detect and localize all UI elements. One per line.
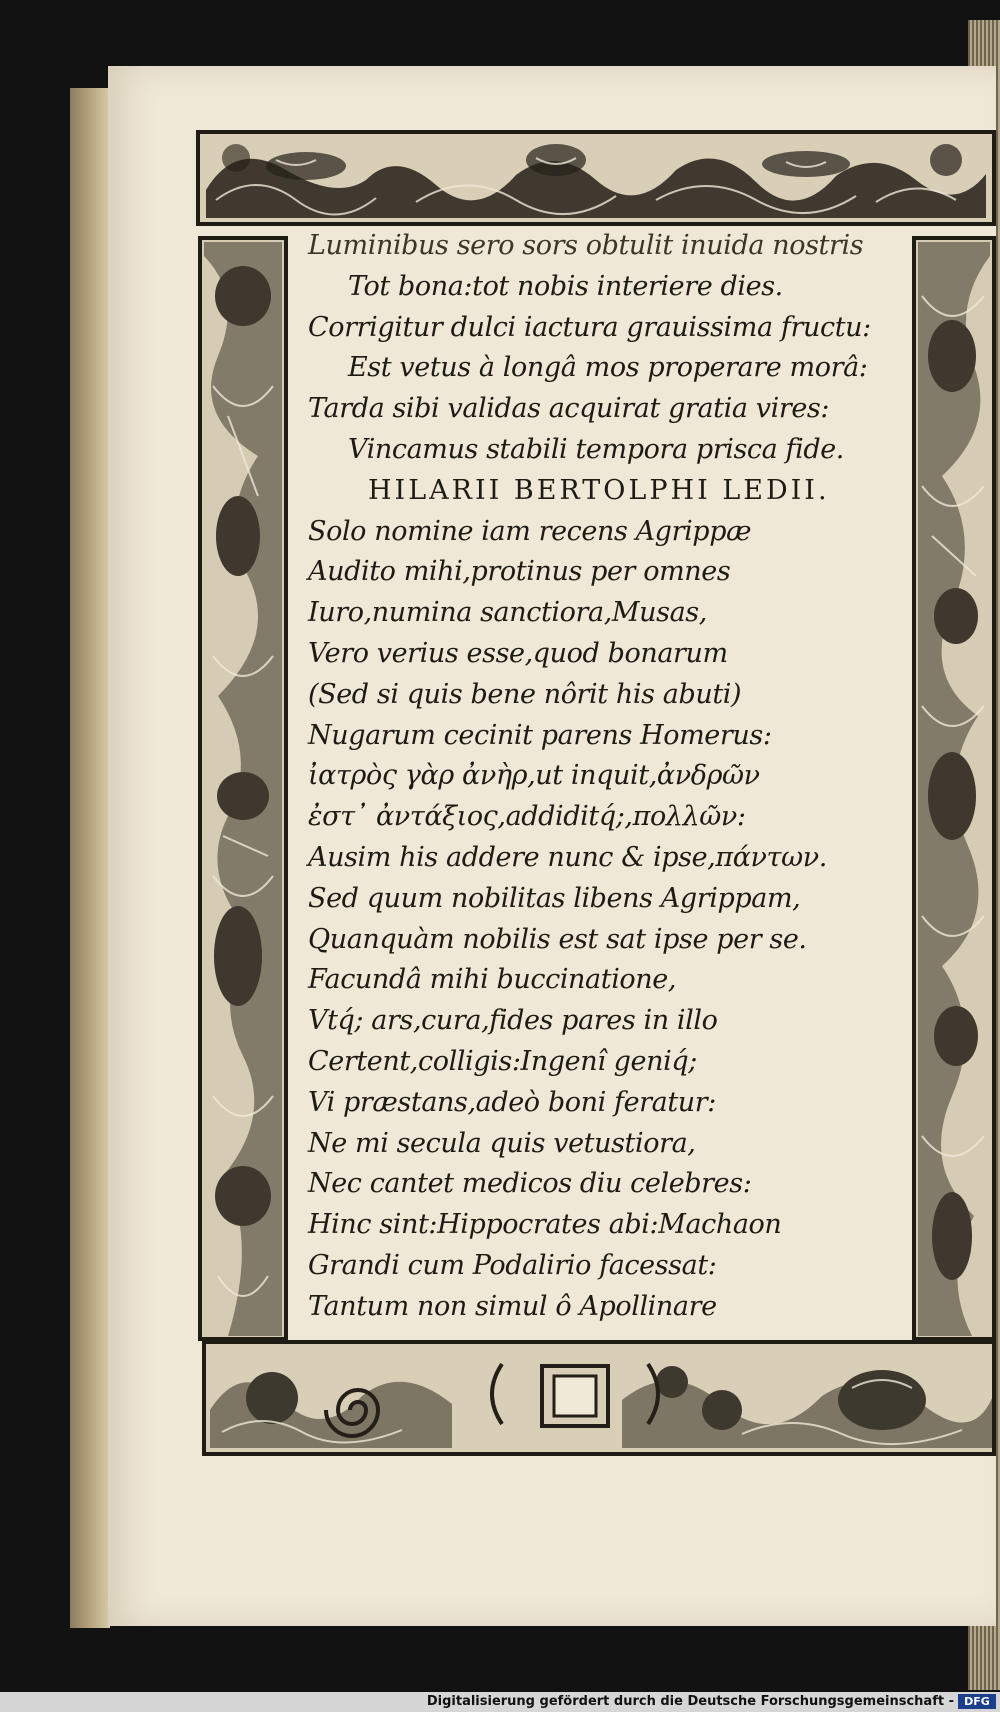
poem-line: ἰατρὸς γὰρ ἀνὴρ,ut inquit,ἀνδρῶν bbox=[308, 760, 760, 792]
woodcut-border-left bbox=[198, 236, 288, 1341]
poem-line: Tarda sibi validas acquirat gratia vires: bbox=[308, 393, 830, 425]
poem-line: Sed quum nobilitas libens Agrippam, bbox=[308, 882, 801, 914]
poem-line: ἐστ᾽ ἀντάξιος,addiditq́;,πολλῶν: bbox=[308, 801, 746, 833]
poem-line: Iuro,numina sanctiora,Musas, bbox=[308, 597, 707, 629]
poem-line: Vi præstans,adeò boni feratur: bbox=[308, 1086, 717, 1118]
funding-credit: Digitalisierung gefördert durch die Deutsche Forschungsgemeinschaft - bbox=[426, 1694, 954, 1709]
woodcut-border-bottom bbox=[202, 1340, 996, 1456]
poem-line: Corrigitur dulci iactura grauissima fructu: bbox=[308, 311, 871, 343]
poem-text bbox=[308, 228, 908, 1338]
poem-line: Grandi cum Podalirio facessat: bbox=[308, 1250, 717, 1281]
poem-heading: HILARII BERTOLPHI LEDII. bbox=[368, 474, 830, 506]
poem-line: Tantum non simul ô Apollinare bbox=[308, 1290, 717, 1322]
poem-line: Solo nomine iam recens Agrippæ bbox=[308, 515, 752, 547]
poem-line: Nugarum cecinit parens Homerus: bbox=[308, 719, 772, 751]
poem-line: Ausim his addere nunc & ipse,πάντων. bbox=[308, 842, 827, 873]
woodcut-border-top bbox=[196, 130, 996, 226]
dfg-logo: DFG bbox=[958, 1694, 996, 1709]
poem-line: (Sed si quis bene nôrit his abuti) bbox=[308, 678, 742, 710]
poem-line: Vero verius esse,quod bonarum bbox=[308, 638, 728, 669]
poem-line: Audito mihi,protinus per omnes bbox=[308, 556, 731, 588]
woodcut-border-right bbox=[912, 236, 996, 1341]
poem-line: Tot bona:tot nobis interiere dies. bbox=[348, 270, 783, 302]
poem-line: Vtq́; ars,cura,fides pares in illo bbox=[308, 1005, 718, 1037]
poem-line: Est vetus à longâ mos properare morâ: bbox=[348, 352, 868, 384]
poem-line: Luminibus sero sors obtulit inuida nostris bbox=[308, 230, 864, 261]
poem-line: Ne mi secula quis vetustiora, bbox=[308, 1127, 696, 1159]
poem-line: Certent,colligis:Ingenî geniq́; bbox=[308, 1046, 697, 1077]
poem-line: Facundâ mihi buccinatione, bbox=[308, 964, 677, 996]
poem-line: Vincamus stabili tempora prisca fide. bbox=[348, 434, 844, 465]
poem-line: Hinc sint:Hippocrates abi:Machaon bbox=[308, 1209, 782, 1241]
book-spine-edge bbox=[70, 88, 110, 1628]
poem-line: Quanquàm nobilis est sat ipse per se. bbox=[308, 923, 807, 955]
poem-line: Nec cantet medicos diu celebres: bbox=[308, 1168, 752, 1200]
